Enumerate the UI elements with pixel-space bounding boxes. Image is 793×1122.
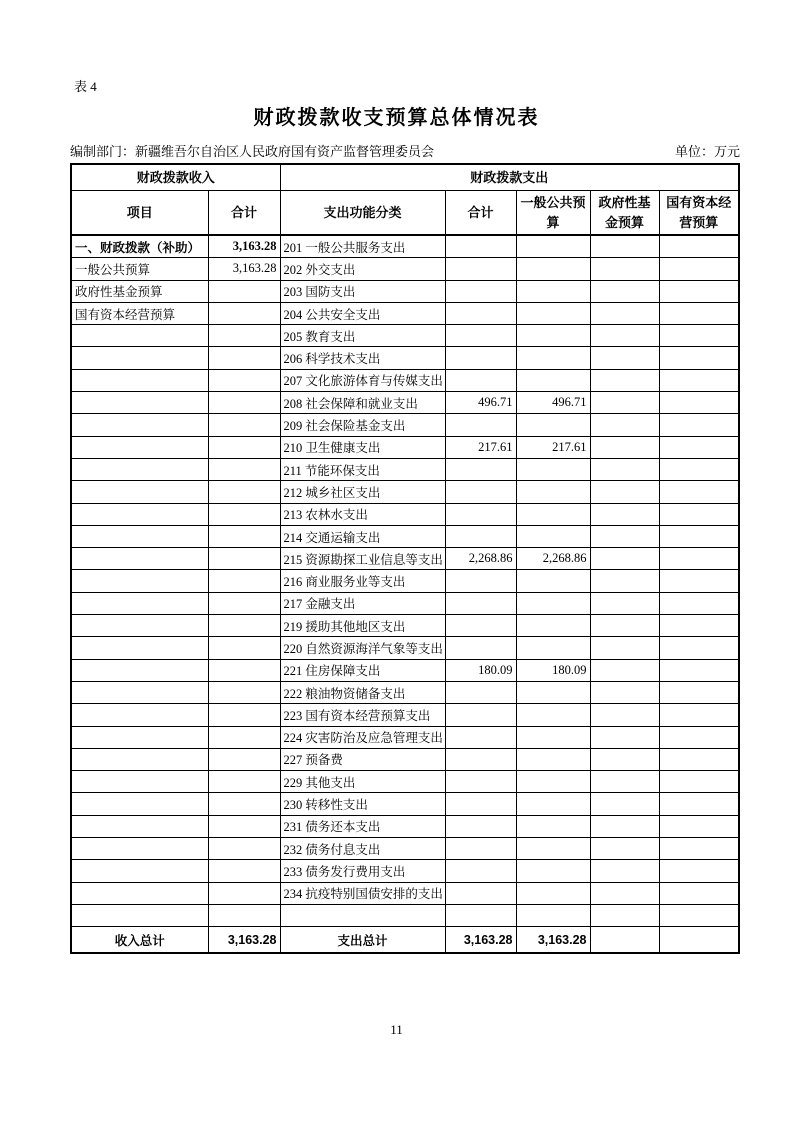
meta-row (70, 141, 740, 160)
expense-total-cell (445, 748, 516, 770)
income-item-cell (71, 659, 208, 681)
state-capital-cell (659, 860, 739, 882)
gov-fund-cell (590, 659, 659, 681)
table-body (71, 235, 739, 927)
page-number: 11 (390, 1022, 403, 1037)
gov-fund-cell (590, 726, 659, 748)
state-capital-cell (659, 570, 739, 592)
income-item-cell (71, 771, 208, 793)
expense-total-cell: 2,268.86 (445, 548, 516, 570)
expense-total-cell (445, 615, 516, 637)
expense-total-cell (445, 503, 516, 525)
expense-function-cell: 204 公共安全支出 (280, 302, 445, 324)
expense-function-cell: 216 商业服务业等支出 (280, 570, 445, 592)
income-item-cell (71, 369, 208, 391)
table-row (71, 503, 739, 525)
general-budget-cell (516, 815, 590, 837)
income-total-cell (208, 548, 280, 570)
table-row (71, 570, 739, 592)
income-item-cell: 国有资本经营预算 (71, 302, 208, 324)
gov-fund-cell (590, 681, 659, 703)
expense-total-cell: 180.09 (445, 659, 516, 681)
gov-fund-cell (590, 347, 659, 369)
gov-fund-grand-total (590, 927, 659, 954)
income-total-cell: 3,163.28 (208, 258, 280, 280)
general-budget-cell (516, 637, 590, 659)
table-row (71, 637, 739, 659)
income-total-cell (208, 860, 280, 882)
general-budget-grand-total: 3,163.28 (516, 927, 590, 954)
state-capital-cell (659, 681, 739, 703)
gov-fund-cell (590, 882, 659, 904)
general-budget-cell (516, 704, 590, 726)
table-row (71, 748, 739, 770)
gov-fund-cell (590, 481, 659, 503)
expense-function-cell: 214 交通运输支出 (280, 525, 445, 547)
expense-total-label: 支出总计 (280, 927, 445, 954)
income-item-cell (71, 637, 208, 659)
income-total-cell (208, 503, 280, 525)
general-budget-cell (516, 681, 590, 703)
expense-function-cell: 230 转移性支出 (280, 793, 445, 815)
state-capital-cell (659, 458, 739, 480)
general-budget-cell (516, 838, 590, 860)
general-budget-cell (516, 525, 590, 547)
col-header-state-capital: 国有资本经营预算 (659, 191, 739, 236)
expense-function-cell: 207 文化旅游体育与传媒支出 (280, 369, 445, 391)
expense-total-cell (445, 860, 516, 882)
state-capital-cell (659, 659, 739, 681)
expense-function-cell: 232 债务付息支出 (280, 838, 445, 860)
prepared-by-text: 编制部门：新疆维吾尔自治区人民政府国有资产监督管理委员会 (70, 144, 435, 159)
expense-total-cell: 217.61 (445, 436, 516, 458)
col-header-function: 支出功能分类 (280, 191, 445, 236)
gov-fund-cell (590, 458, 659, 480)
general-budget-cell: 180.09 (516, 659, 590, 681)
expense-total-cell (445, 280, 516, 302)
table-footer (71, 927, 739, 954)
general-budget-cell (516, 882, 590, 904)
table-row (71, 392, 739, 414)
state-capital-cell (659, 258, 739, 280)
gov-fund-cell (590, 503, 659, 525)
general-budget-cell (516, 503, 590, 525)
expense-grand-total: 3,163.28 (445, 927, 516, 954)
state-capital-cell (659, 436, 739, 458)
income-total-cell (208, 481, 280, 503)
general-budget-cell (516, 235, 590, 258)
state-capital-cell (659, 592, 739, 614)
table-row (71, 481, 739, 503)
state-capital-cell (659, 481, 739, 503)
expense-function-cell: 212 城乡社区支出 (280, 481, 445, 503)
state-capital-cell (659, 615, 739, 637)
state-capital-grand-total (659, 927, 739, 954)
expense-group-header: 财政拨款支出 (280, 164, 739, 191)
income-item-cell (71, 392, 208, 414)
income-group-header: 财政拨款收入 (71, 164, 280, 191)
income-total-cell (208, 302, 280, 324)
general-budget-cell (516, 793, 590, 815)
expense-total-cell (445, 325, 516, 347)
expense-total-cell (445, 793, 516, 815)
state-capital-cell (659, 748, 739, 770)
general-budget-cell (516, 347, 590, 369)
income-item-cell (71, 347, 208, 369)
table-row (71, 704, 739, 726)
gov-fund-cell (590, 748, 659, 770)
gov-fund-cell (590, 771, 659, 793)
income-total-cell (208, 726, 280, 748)
income-item-cell (71, 793, 208, 815)
table-row (71, 815, 739, 837)
income-item-cell (71, 882, 208, 904)
expense-total-cell (445, 882, 516, 904)
state-capital-cell (659, 503, 739, 525)
group-header-row (71, 164, 739, 191)
col-header-item: 项目 (71, 191, 208, 236)
gov-fund-cell (590, 704, 659, 726)
table-row (71, 414, 739, 436)
general-budget-cell (516, 860, 590, 882)
state-capital-cell (659, 235, 739, 258)
col-header-general-budget: 一般公共预算 (516, 191, 590, 236)
state-capital-cell (659, 280, 739, 302)
gov-fund-cell (590, 369, 659, 391)
general-budget-cell (516, 258, 590, 280)
income-item-cell (71, 704, 208, 726)
gov-fund-cell (590, 838, 659, 860)
income-item-cell (71, 436, 208, 458)
income-total-label: 收入总计 (71, 927, 208, 954)
expense-function-cell: 202 外交支出 (280, 258, 445, 280)
gov-fund-cell (590, 860, 659, 882)
table-row (71, 771, 739, 793)
state-capital-cell (659, 525, 739, 547)
gov-fund-cell (590, 414, 659, 436)
income-item-cell (71, 904, 208, 926)
table-row (71, 838, 739, 860)
gov-fund-cell (590, 815, 659, 837)
expense-function-cell: 221 住房保障支出 (280, 659, 445, 681)
table-row (71, 280, 739, 302)
col-header-income-total: 合计 (208, 191, 280, 236)
gov-fund-cell (590, 570, 659, 592)
income-total-cell (208, 414, 280, 436)
col-header-expense-total: 合计 (445, 191, 516, 236)
income-total-cell (208, 659, 280, 681)
general-budget-cell (516, 726, 590, 748)
state-capital-cell (659, 815, 739, 837)
gov-fund-cell (590, 235, 659, 258)
general-budget-cell (516, 592, 590, 614)
table-row (71, 325, 739, 347)
table-label: 表 4 (74, 79, 97, 94)
state-capital-cell (659, 414, 739, 436)
income-total-cell (208, 904, 280, 926)
income-item-cell (71, 503, 208, 525)
expense-function-cell: 223 国有资本经营预算支出 (280, 704, 445, 726)
general-budget-cell (516, 369, 590, 391)
state-capital-cell (659, 771, 739, 793)
expense-function-cell: 227 预备费 (280, 748, 445, 770)
general-budget-cell (516, 904, 590, 926)
general-budget-cell (516, 748, 590, 770)
expense-function-cell: 211 节能环保支出 (280, 458, 445, 480)
expense-total-cell (445, 347, 516, 369)
expense-total-cell: 496.71 (445, 392, 516, 414)
expense-total-cell (445, 481, 516, 503)
gov-fund-cell (590, 615, 659, 637)
income-item-cell (71, 325, 208, 347)
gov-fund-cell (590, 392, 659, 414)
income-total-cell (208, 347, 280, 369)
expense-function-cell: 219 援助其他地区支出 (280, 615, 445, 637)
table-row (71, 369, 739, 391)
budget-table (70, 163, 740, 954)
expense-function-cell: 217 金融支出 (280, 592, 445, 614)
state-capital-cell (659, 369, 739, 391)
income-item-cell (71, 860, 208, 882)
general-budget-cell (516, 325, 590, 347)
income-item-cell (71, 681, 208, 703)
state-capital-cell (659, 302, 739, 324)
gov-fund-cell (590, 436, 659, 458)
expense-function-cell: 206 科学技术支出 (280, 347, 445, 369)
gov-fund-cell (590, 592, 659, 614)
income-grand-total: 3,163.28 (208, 927, 280, 954)
expense-total-cell (445, 726, 516, 748)
general-budget-cell (516, 302, 590, 324)
state-capital-cell (659, 882, 739, 904)
table-row (71, 235, 739, 258)
table-row (71, 548, 739, 570)
income-total-cell (208, 838, 280, 860)
income-item-cell (71, 525, 208, 547)
gov-fund-cell (590, 258, 659, 280)
income-item-cell (71, 748, 208, 770)
general-budget-cell (516, 615, 590, 637)
expense-function-cell: 222 粮油物资储备支出 (280, 681, 445, 703)
unit-label: 单位：万元 (674, 144, 740, 159)
state-capital-cell (659, 637, 739, 659)
expense-function-cell: 208 社会保障和就业支出 (280, 392, 445, 414)
expense-function-cell: 209 社会保险基金支出 (280, 414, 445, 436)
income-total-cell (208, 771, 280, 793)
table-row (71, 860, 739, 882)
gov-fund-cell (590, 325, 659, 347)
general-budget-cell: 496.71 (516, 392, 590, 414)
expense-total-cell (445, 704, 516, 726)
gov-fund-cell (590, 525, 659, 547)
income-total-cell (208, 637, 280, 659)
expense-total-cell (445, 637, 516, 659)
expense-function-cell: 231 债务还本支出 (280, 815, 445, 837)
income-total-cell (208, 392, 280, 414)
expense-function-cell: 224 灾害防治及应急管理支出 (280, 726, 445, 748)
income-item-cell (71, 458, 208, 480)
expense-total-cell (445, 525, 516, 547)
income-item-cell (71, 481, 208, 503)
expense-function-cell: 213 农林水支出 (280, 503, 445, 525)
table-row (71, 525, 739, 547)
table-row (71, 458, 739, 480)
income-total-cell (208, 815, 280, 837)
state-capital-cell (659, 793, 739, 815)
income-total-cell (208, 369, 280, 391)
expense-total-cell (445, 302, 516, 324)
expense-total-cell (445, 258, 516, 280)
income-item-cell (71, 570, 208, 592)
income-item-cell: 一般公共预算 (71, 258, 208, 280)
income-item-cell (71, 815, 208, 837)
income-item-cell (71, 548, 208, 570)
expense-total-cell (445, 904, 516, 926)
expense-total-cell (445, 369, 516, 391)
table-row (71, 436, 739, 458)
general-budget-cell (516, 414, 590, 436)
table-row (71, 347, 739, 369)
table-row (71, 615, 739, 637)
expense-total-cell (445, 838, 516, 860)
income-item-cell: 政府性基金预算 (71, 280, 208, 302)
expense-total-cell (445, 592, 516, 614)
income-total-cell (208, 882, 280, 904)
income-total-cell (208, 704, 280, 726)
table-row (71, 882, 739, 904)
income-total-cell: 3,163.28 (208, 235, 280, 258)
expense-function-cell: 234 抗疫特别国债安排的支出 (280, 882, 445, 904)
expense-total-cell (445, 414, 516, 436)
expense-function-cell (280, 904, 445, 926)
table-row (71, 793, 739, 815)
income-total-cell (208, 592, 280, 614)
expense-function-cell: 215 资源勘探工业信息等支出 (280, 548, 445, 570)
income-total-cell (208, 280, 280, 302)
state-capital-cell (659, 726, 739, 748)
expense-function-cell: 233 债务发行费用支出 (280, 860, 445, 882)
gov-fund-cell (590, 637, 659, 659)
table-row (71, 302, 739, 324)
state-capital-cell (659, 904, 739, 926)
state-capital-cell (659, 347, 739, 369)
state-capital-cell (659, 548, 739, 570)
expense-function-cell: 203 国防支出 (280, 280, 445, 302)
income-total-cell (208, 458, 280, 480)
income-item-cell (71, 838, 208, 860)
income-item-cell (71, 726, 208, 748)
general-budget-cell (516, 570, 590, 592)
expense-function-cell: 201 一般公共服务支出 (280, 235, 445, 258)
income-total-cell (208, 525, 280, 547)
expense-function-cell: 210 卫生健康支出 (280, 436, 445, 458)
income-total-cell (208, 570, 280, 592)
state-capital-cell (659, 704, 739, 726)
state-capital-cell (659, 838, 739, 860)
table-row (71, 659, 739, 681)
table-row (71, 726, 739, 748)
income-total-cell (208, 793, 280, 815)
income-item-cell (71, 414, 208, 436)
general-budget-cell (516, 458, 590, 480)
state-capital-cell (659, 325, 739, 347)
general-budget-cell (516, 771, 590, 793)
income-total-cell (208, 748, 280, 770)
col-header-gov-fund: 政府性基金预算 (590, 191, 659, 236)
general-budget-cell: 2,268.86 (516, 548, 590, 570)
expense-function-cell: 220 自然资源海洋气象等支出 (280, 637, 445, 659)
table-row (71, 681, 739, 703)
income-total-cell (208, 436, 280, 458)
income-item-cell: 一、财政拨款（补助） (71, 235, 208, 258)
page-title: 财政拨款收支预算总体情况表 (253, 107, 540, 129)
expense-total-cell (445, 458, 516, 480)
column-header-row (71, 191, 739, 236)
state-capital-cell (659, 392, 739, 414)
gov-fund-cell (590, 548, 659, 570)
table-row (71, 904, 739, 926)
income-total-cell (208, 681, 280, 703)
table-row (71, 258, 739, 280)
income-item-cell (71, 592, 208, 614)
income-item-cell (71, 615, 208, 637)
gov-fund-cell (590, 302, 659, 324)
income-total-cell (208, 325, 280, 347)
expense-total-cell (445, 570, 516, 592)
gov-fund-cell (590, 280, 659, 302)
income-total-cell (208, 615, 280, 637)
table-row (71, 592, 739, 614)
total-row (71, 927, 739, 954)
table-header (71, 164, 739, 235)
general-budget-cell (516, 280, 590, 302)
expense-total-cell (445, 815, 516, 837)
expense-function-cell: 205 教育支出 (280, 325, 445, 347)
general-budget-cell (516, 481, 590, 503)
expense-total-cell (445, 771, 516, 793)
expense-total-cell (445, 681, 516, 703)
gov-fund-cell (590, 793, 659, 815)
expense-total-cell (445, 235, 516, 258)
gov-fund-cell (590, 904, 659, 926)
expense-function-cell: 229 其他支出 (280, 771, 445, 793)
general-budget-cell: 217.61 (516, 436, 590, 458)
